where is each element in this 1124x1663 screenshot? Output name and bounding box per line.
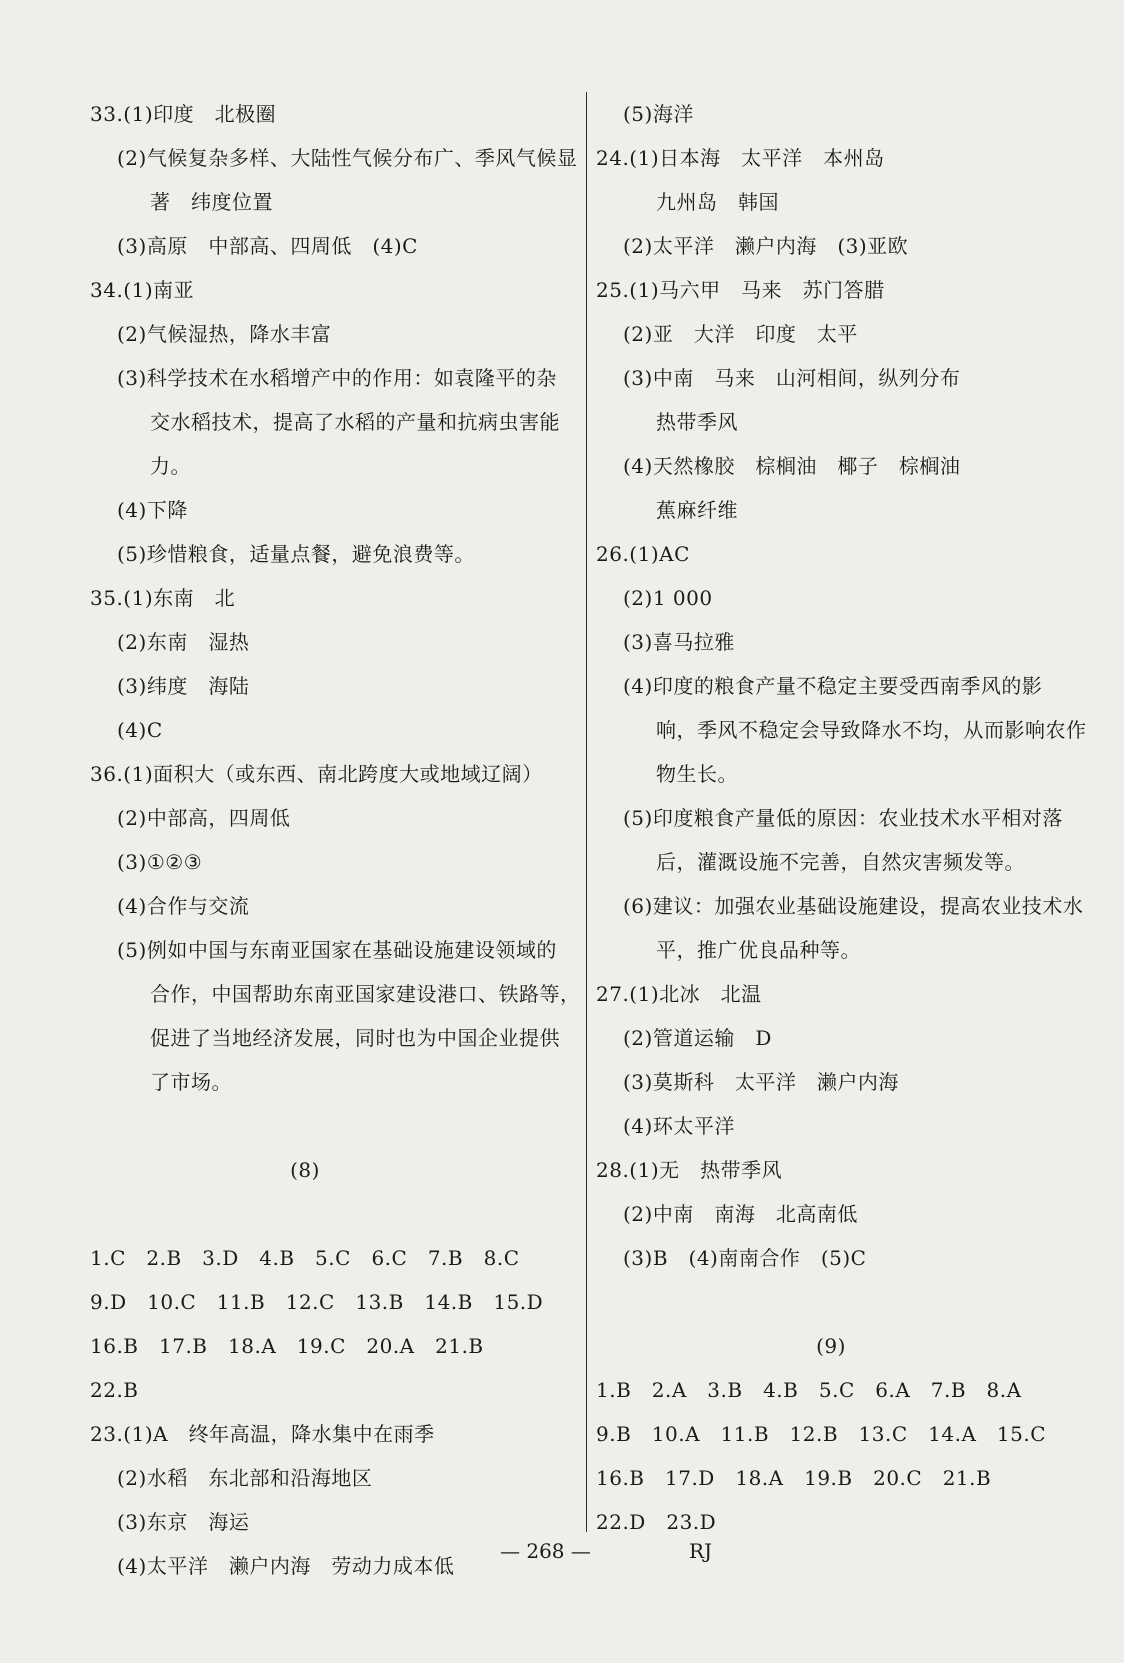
left-column — [90, 92, 580, 1588]
answer-line: 28.(1)无 热带季风 — [596, 1158, 783, 1182]
answer-line: 促进了当地经济发展，同时也为中国企业提供 — [150, 1026, 560, 1050]
answer-line: 1.B 2.A 3.B 4.B 5.C 6.A 7.B 8.A — [596, 1378, 1022, 1402]
section-heading: (8) — [290, 1158, 320, 1182]
answer-line: (4)C — [117, 718, 163, 742]
answer-line: (2)气候湿热，降水丰富 — [117, 322, 332, 346]
answer-line: (4)环太平洋 — [623, 1114, 735, 1138]
section-heading: (9) — [816, 1334, 846, 1358]
answer-line: 9.B 10.A 11.B 12.B 13.C 14.A 15.C — [596, 1422, 1047, 1446]
answer-line: 36.(1)面积大（或东西、南北跨度大或地域辽阔） — [90, 762, 543, 786]
answer-line: 平，推广优良品种等。 — [656, 938, 861, 962]
answer-line: 蕉麻纤维 — [656, 498, 738, 522]
answer-line: (5)珍惜粮食，适量点餐，避免浪费等。 — [117, 542, 475, 566]
answer-line: 16.B 17.B 18.A 19.C 20.A 21.B — [90, 1334, 484, 1358]
answer-line: (4)合作与交流 — [117, 894, 250, 918]
column-divider — [586, 92, 587, 1532]
answer-line: (2)亚 大洋 印度 太平 — [623, 322, 858, 346]
answer-line: (6)建议：加强农业基础设施建设，提高农业技术水 — [623, 894, 1084, 918]
right-column — [596, 92, 1096, 1544]
answer-line: (2)气候复杂多样、大陆性气候分布广、季风气候显 — [117, 146, 578, 170]
answer-line: 1.C 2.B 3.D 4.B 5.C 6.C 7.B 8.C — [90, 1246, 520, 1270]
answer-line: (2)东南 湿热 — [117, 630, 250, 654]
spacer — [596, 1280, 1096, 1324]
page-number: — 268 — — [500, 1539, 591, 1563]
answer-line: 后，灌溉设施不完善，自然灾害频发等。 — [656, 850, 1025, 874]
spacer — [90, 1104, 580, 1148]
answer-line: 22.B — [90, 1378, 139, 1402]
answer-line: (3)喜马拉雅 — [623, 630, 735, 654]
answer-line: 热带季风 — [656, 410, 738, 434]
answer-line: (4)太平洋 濑户内海 劳动力成本低 — [117, 1554, 455, 1578]
answer-line: 34.(1)南亚 — [90, 278, 195, 302]
answer-line: (2)水稻 东北部和沿海地区 — [117, 1466, 373, 1490]
answer-line: (3)纬度 海陆 — [117, 674, 250, 698]
spacer — [90, 1192, 580, 1236]
answer-line: (3)①②③ — [117, 850, 203, 874]
answer-line: 合作，中国帮助东南亚国家建设港口、铁路等， — [150, 982, 581, 1006]
answer-line: (3)中南 马来 山河相间，纵列分布 — [623, 366, 961, 390]
answer-line: 交水稻技术，提高了水稻的产量和抗病虫害能 — [150, 410, 560, 434]
answer-line: (2)1 000 — [623, 586, 713, 610]
answer-line: 27.(1)北冰 北温 — [596, 982, 762, 1006]
answer-line: 35.(1)东南 北 — [90, 586, 236, 610]
answer-line: (2)太平洋 濑户内海 (3)亚欧 — [623, 234, 909, 258]
answer-line: (3)科学技术在水稻增产中的作用：如袁隆平的杂 — [117, 366, 557, 390]
answer-line: (4)印度的粮食产量不稳定主要受西南季风的影 — [623, 674, 1043, 698]
edition-code: RJ — [689, 1539, 713, 1563]
answer-line: (2)管道运输 D — [623, 1026, 772, 1050]
answer-line: (3)莫斯科 太平洋 濑户内海 — [623, 1070, 899, 1094]
answer-line: (4)下降 — [117, 498, 188, 522]
answer-line: 33.(1)印度 北极圈 — [90, 102, 277, 126]
answer-line: (5)海洋 — [623, 102, 694, 126]
answer-line: (3)B (4)南南合作 (5)C — [623, 1246, 867, 1270]
answer-line: (2)中南 南海 北高南低 — [623, 1202, 858, 1226]
answer-line: (4)天然橡胶 棕榈油 椰子 棕榈油 — [623, 454, 961, 478]
answer-line: 24.(1)日本海 太平洋 本州岛 — [596, 146, 885, 170]
answer-line: (3)高原 中部高、四周低 (4)C — [117, 234, 418, 258]
answer-line: 了市场。 — [150, 1070, 232, 1094]
answer-line: (2)中部高，四周低 — [117, 806, 291, 830]
answer-line: 16.B 17.D 18.A 19.B 20.C 21.B — [596, 1466, 992, 1490]
answer-line: (5)印度粮食产量低的原因：农业技术水平相对落 — [623, 806, 1063, 830]
answer-line: (3)东京 海运 — [117, 1510, 250, 1534]
answer-line: 著 纬度位置 — [150, 190, 273, 214]
answer-line: 23.(1)A 终年高温，降水集中在雨季 — [90, 1422, 435, 1446]
answer-line: 25.(1)马六甲 马来 苏门答腊 — [596, 278, 885, 302]
answer-line: 力。 — [150, 454, 191, 478]
answer-line: 物生长。 — [656, 762, 738, 786]
answer-line: 9.D 10.C 11.B 12.C 13.B 14.B 15.D — [90, 1290, 544, 1314]
answer-line: 九州岛 韩国 — [656, 190, 779, 214]
page-footer — [0, 1536, 1124, 1566]
answer-line: 26.(1)AC — [596, 542, 690, 566]
answer-line: 22.D 23.D — [596, 1510, 717, 1534]
answer-line: (5)例如中国与东南亚国家在基础设施建设领域的 — [117, 938, 557, 962]
answer-line: 响，季风不稳定会导致降水不均，从而影响农作 — [656, 718, 1087, 742]
